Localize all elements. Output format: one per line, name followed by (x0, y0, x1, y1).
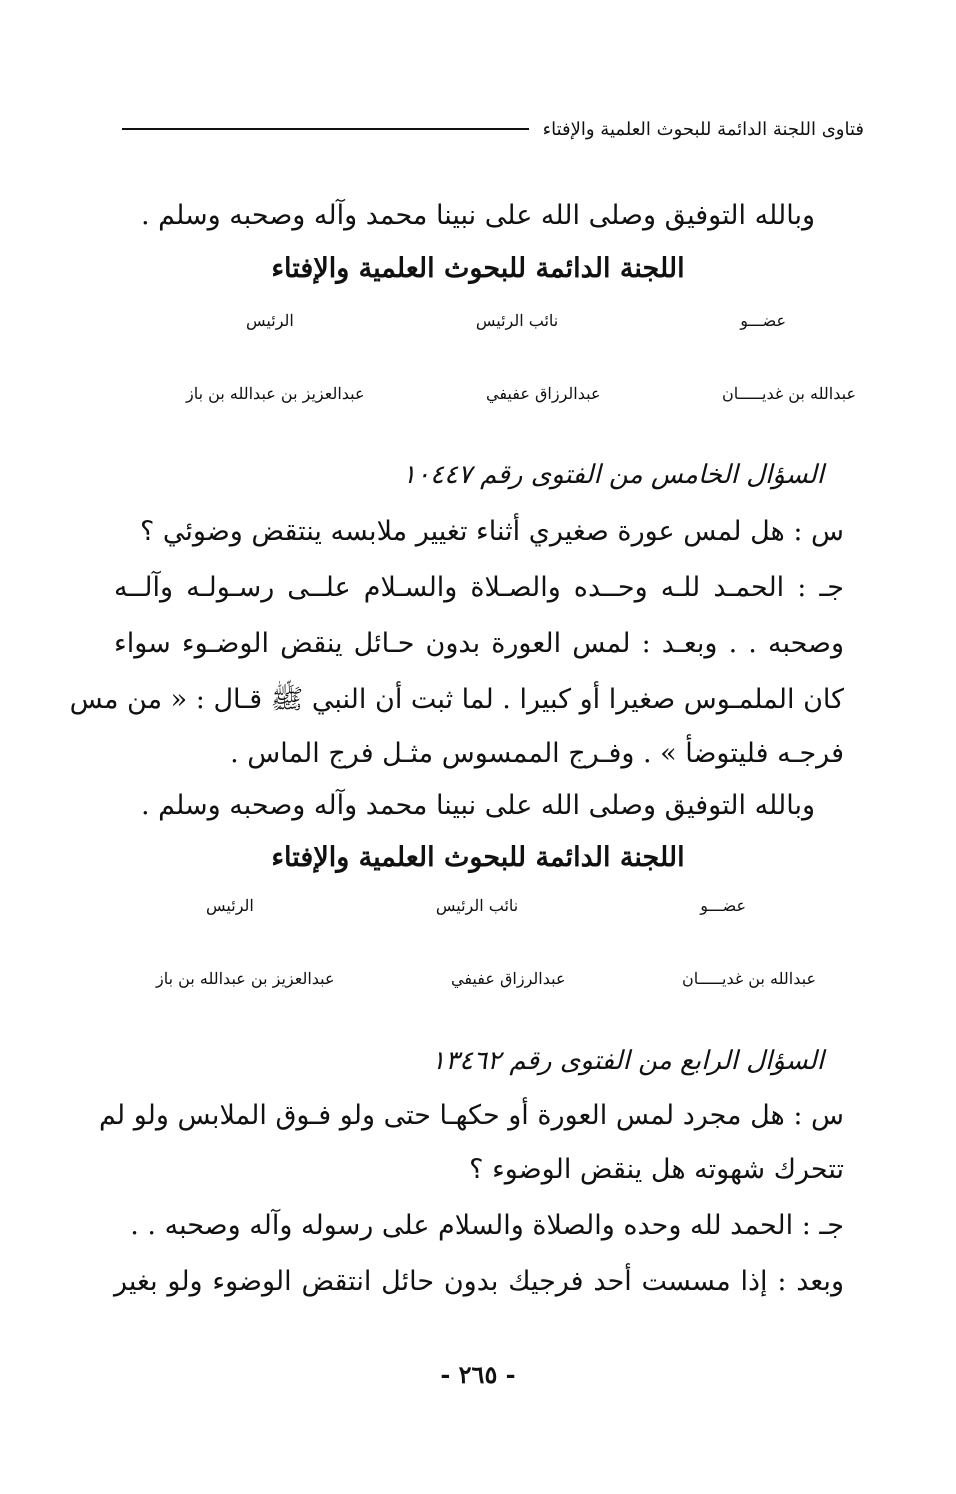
question-4-line-2: تتحرك شهوته هل ينقض الوضوء ؟ (469, 1154, 844, 1185)
question-5-title: السؤال الخامس من الفتوى رقم ١٠٤٤٧ (402, 460, 824, 490)
role-deputy: نائب الرئيس (435, 896, 519, 915)
answer-5-line-1: جـ : الحمـد للـه وحــده والصـلاة والسـلام علــى رسـولـه وآلــه (114, 572, 844, 603)
closing-prayer-2: وبالله التوفيق وصلى الله على نبينا محمد وآله وصحبه وسلم . (140, 790, 815, 821)
role-chair: الرئيس (246, 311, 294, 330)
name-deputy: عبدالرزاق عفيفي (486, 384, 601, 403)
question-5-text: س : هل لمس عورة صغيري أثناء تغيير ملابسه ينتقض وضوئي ؟ (139, 516, 844, 547)
signatory-names-1 (186, 384, 856, 403)
name-chair: عبدالعزيز بن عبدالله بن باز (186, 384, 365, 403)
role-chair: الرئيس (206, 896, 254, 915)
answer-5-line-2: وصحبه . . وبعـد : لمس العورة بدون حـائل ينقض الوضـوء سواء (114, 628, 844, 659)
signatory-names-2 (156, 969, 816, 988)
name-chair: عبدالعزيز بن عبدالله بن باز (156, 969, 335, 988)
answer-4-line-2: وبعد : إذا مسست أحد فرجيك بدون حائل انتقض الوضوء ولو بغير (114, 1266, 844, 1297)
answer-4-line-1: جـ : الحمد لله وحده والصلاة والسلام على رسوله وآله وصحبه . . (130, 1210, 844, 1241)
role-member: عضـــو (740, 311, 786, 330)
signatory-roles-2 (206, 896, 746, 915)
name-member: عبدالله بن غديـــــان (721, 384, 856, 403)
name-deputy: عبدالرزاق عفيفي (451, 969, 566, 988)
answer-5-line-3: كان الملمـوس صغيرا أو كبيرا . لما ثبت أن النبي ﷺ قـال : « من مس (69, 684, 844, 715)
committee-name-2: اللجنة الدائمة للبحوث العلمية والإفتاء (271, 842, 685, 873)
page-number: - ٢٦٥ - (440, 1360, 516, 1389)
role-deputy: نائب الرئيس (475, 311, 559, 330)
name-member: عبدالله بن غديـــــان (681, 969, 816, 988)
header-title: فتاوى اللجنة الدائمة للبحوث العلمية والإفتاء (542, 118, 864, 140)
closing-prayer-1: وبالله التوفيق وصلى الله على نبينا محمد وآله وصحبه وسلم . (140, 200, 815, 231)
header-rule (122, 128, 529, 130)
running-header (122, 112, 864, 146)
question-4-title: السؤال الرابع من الفتوى رقم ١٣٤٦٢ (431, 1046, 824, 1076)
answer-5-line-4: فرجـه فليتوضأ » . وفـرج الممسوس مثـل فرج الماس . (230, 738, 844, 769)
signatory-roles-1 (246, 311, 786, 330)
role-member: عضـــو (700, 896, 746, 915)
question-4-line-1: س : هل مجرد لمس العورة أو حكهـا حتى ولو فـوق الملابس ولو لم (98, 1100, 844, 1131)
committee-name-1: اللجنة الدائمة للبحوث العلمية والإفتاء (271, 253, 685, 284)
